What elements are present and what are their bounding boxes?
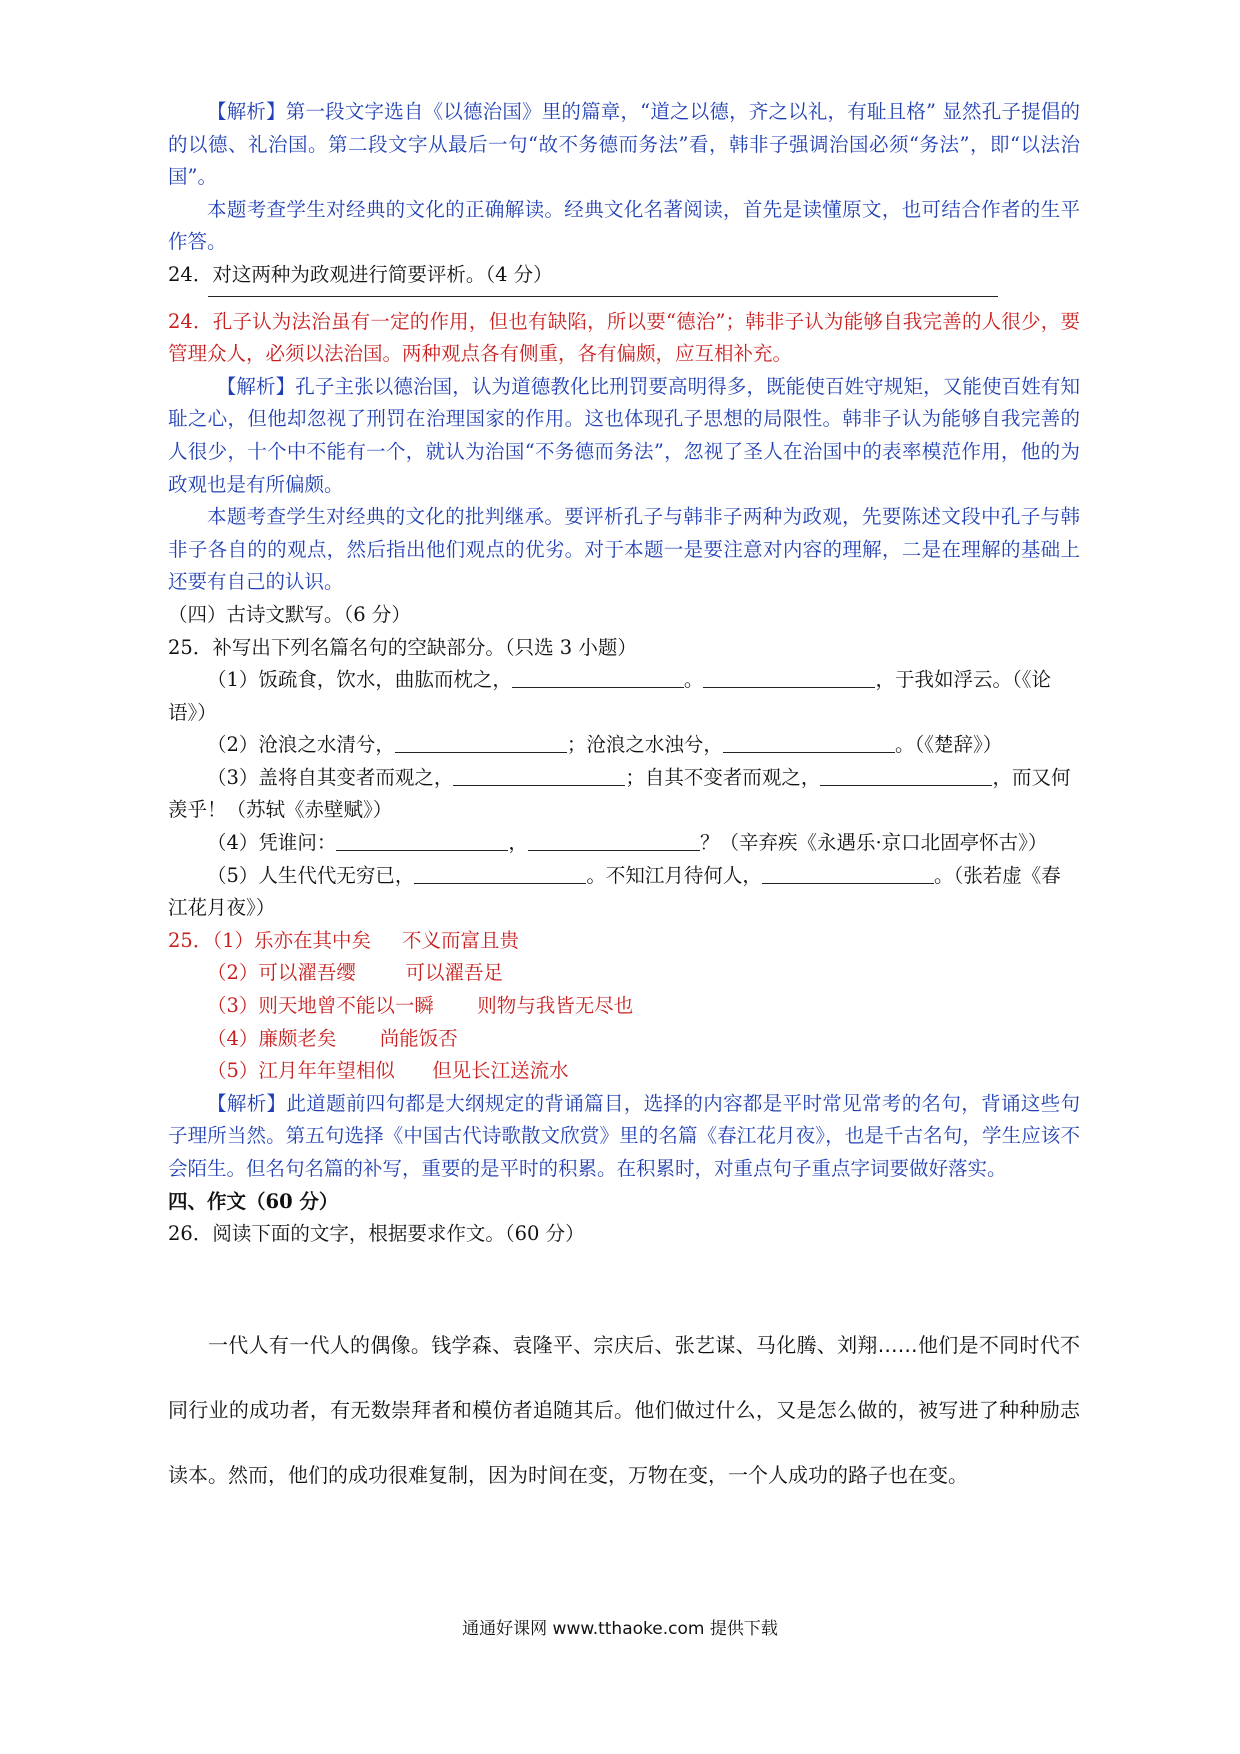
page-footer: 通通好课网 www.tthaoke.com 提供下载	[462, 1619, 778, 1639]
analysis-text: 第一段文字选自《以德治国》里的篇章，“道之以德，齐之以礼，有耻且格” 显然孔子提倡的的以德、礼治国。第二段文字从最后一句“故不务德而务法”看，韩非子强调治国必须“务法”，即“以法治国”。	[168, 100, 1080, 189]
q25-answer-1: 25．（1）乐亦在其中矣 不义而富且贵	[168, 928, 519, 952]
section-essay-heading: 四、作文（60 分）	[168, 1189, 339, 1213]
essay-material	[168, 1313, 1080, 1508]
fill-blank[interactable]	[528, 832, 700, 851]
q23-analysis	[168, 96, 1080, 194]
q25-item-2: （2）沧浪之水清兮， ；沧浪之水浊兮， 。（《楚辞》）	[207, 733, 1003, 757]
fill-blank[interactable]	[395, 734, 567, 753]
q25-question: 25．补写出下列名篇名句的空缺部分。（只选 3 小题）	[168, 635, 637, 659]
q24-analysis	[168, 371, 1080, 501]
fill-blank[interactable]	[820, 767, 992, 786]
q24-analysis-note: 本题考查学生对经典的文化的批判继承。要评析孔子与韩非子两种为政观，先要陈述文段中孔子与韩非子各自的的观点，然后指出他们观点的优劣。对于本题一是要注意对内容的理解，二是在理解的基础上还要有自己的认识。	[168, 505, 1080, 594]
analysis-text: 孔子主张以德治国，认为道德教化比刑罚要高明得多，既能使百姓守规矩，又能使百姓有知耻之心，但他却忽视了刑罚在治理国家的作用。这也体现孔子思想的局限性。韩非子认为能够自我完善的人很少，十个中不能有一个，就认为治国“不务德而务法”，忽视了圣人在治国中的表率模范作用，他的为政观也是有所偏颇。	[168, 374, 1080, 496]
fill-blank[interactable]	[723, 734, 895, 753]
fill-blank[interactable]	[703, 669, 875, 688]
analysis-text: 此道题前四句都是大纲规定的背诵篇目，选择的内容都是平时常见常考的名句，背诵这些句子理所当然。第五句选择《中国古代诗歌散文欣赏》里的名篇《春江花月夜》，也是千古名句，学生应该不会陌生。但名句名篇的补写，重要的是平时的积累。在积累时，对重点句子重点字词要做好落实。	[168, 1091, 1080, 1180]
q25-answer-2: （2）可以濯吾缨 可以濯吾足	[207, 961, 503, 985]
q24-question: 24．对这两种为政观进行简要评析。（4 分）	[168, 262, 553, 286]
q25-answer-3: （3）则天地曾不能以一瞬 则物与我皆无尽也	[207, 994, 634, 1018]
q23-analysis-note: 本题考查学生对经典的文化的正确解读。经典文化名著阅读，首先是读懂原文，也可结合作者的生平作答。	[168, 197, 1080, 254]
q26-question: 26．阅读下面的文字，根据要求作文。（60 分）	[168, 1222, 585, 1246]
fill-blank[interactable]	[453, 767, 625, 786]
fill-blank[interactable]	[414, 865, 586, 884]
q25-answer-4: （4）廉颇老矣 尚能饭否	[207, 1026, 458, 1050]
fill-blank[interactable]	[762, 865, 934, 884]
q25-item-1: （1）饭疏食，饮水，曲肱而枕之， 。 ，于我如浮云。（《论语》）	[168, 668, 1051, 724]
q25-answer-5: （5）江月年年望相似 但见长江送流水	[207, 1059, 569, 1083]
essay-material-text: 一代人有一代人的偶像。钱学森、袁隆平、宗庆后、张艺谋、马化腾、刘翔……他们是不同时代不同行业的成功者，有无数崇拜者和模仿者追随其后。他们做过什么，又是怎么做的，被写进了种种励志读本。然而，他们的成功很难复制，因为时间在变，万物在变，一个人成功的路子也在变。	[168, 1333, 1080, 1487]
q25-item-4: （4）凭谁问： ， ？（辛弃疾《永遇乐·京口北固亭怀古》）	[207, 831, 1048, 855]
fill-blank[interactable]	[512, 669, 684, 688]
q25-item-5: （5）人生代代无穷已， 。不知江月待何人， 。（张若虚《春江花月夜》）	[168, 863, 1061, 920]
analysis-label: 【解析】	[207, 100, 286, 123]
q25-analysis	[168, 1088, 1080, 1186]
analysis-label: 【解析】	[216, 374, 296, 398]
document-body	[168, 96, 1080, 1251]
q24-answer: 24．孔子认为法治虽有一定的作用，但也有缺陷，所以要“德治”；韩非子认为能够自我完善的人很少，要管理众人，必须以法治国。两种观点各有侧重，各有偏颇，应互相补充。	[168, 309, 1080, 366]
q25-item-3: （3）盖将自其变者而观之， ；自其不变者而观之， ，而又何羡乎！（苏轼《赤壁赋》）	[168, 765, 1071, 822]
answer-line	[208, 294, 998, 297]
analysis-label: 【解析】	[207, 1091, 287, 1115]
section-four-subheading: （四）古诗文默写。（6 分）	[168, 602, 411, 626]
fill-blank[interactable]	[336, 832, 508, 851]
